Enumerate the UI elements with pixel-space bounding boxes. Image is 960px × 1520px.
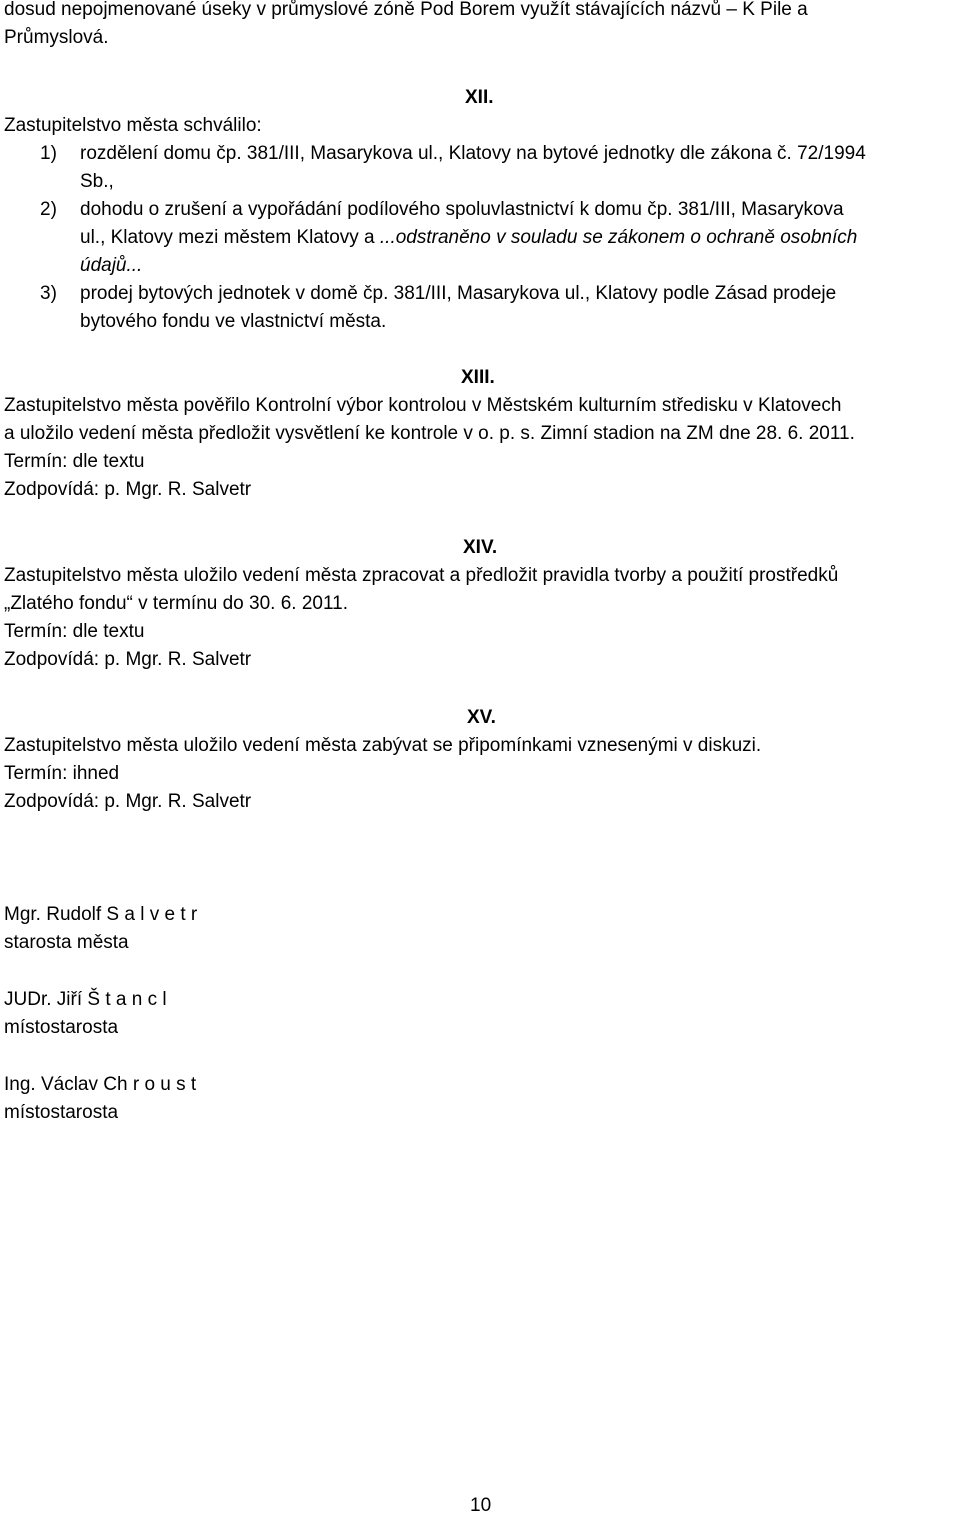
signatory-role: starosta města <box>4 932 129 953</box>
intro-line-2: Průmyslová. <box>4 27 109 48</box>
responsible-person: Zodpovídá: p. Mgr. R. Salvetr <box>4 791 252 812</box>
section-xii-lead: Zastupitelstvo města schválilo: <box>4 115 262 136</box>
redaction-note-end: údajů... <box>80 255 143 276</box>
section-xiv-line-2: „Zlatého fondu“ v termínu do 30. 6. 2011. <box>4 593 348 614</box>
section-xiv-line-1: Zastupitelstvo města uložilo vedení města zpracovat a předložit pravidla tvorby a použití prostředků <box>4 565 839 586</box>
signatory-name: JUDr. Jiří Š t a n c l <box>4 989 167 1010</box>
signatory-role: místostarosta <box>4 1102 119 1123</box>
section-heading-xii: XII. <box>465 87 494 108</box>
responsible-person: Zodpovídá: p. Mgr. R. Salvetr <box>4 479 252 500</box>
section-heading-xv: XV. <box>467 707 496 728</box>
list-item-1-line-2: Sb., <box>80 171 114 192</box>
section-heading-xiii: XIII. <box>461 367 495 388</box>
section-xv-line-1: Zastupitelstvo města uložilo vedení města zabývat se připomínkami vznesenými v diskuzi. <box>4 735 762 756</box>
list-number: 1) <box>40 143 57 164</box>
redaction-note: ...odstraněno v souladu se zákonem o ochraně osobních <box>379 227 858 248</box>
responsible-person: Zodpovídá: p. Mgr. R. Salvetr <box>4 649 252 670</box>
page-number: 10 <box>470 1495 492 1516</box>
list-item-3-line-2: bytového fondu ve vlastnictví města. <box>80 311 387 332</box>
list-item-2-line-1: dohodu o zrušení a vypořádání podílového spoluvlastnictví k domu čp. 381/III, Masarykova <box>80 199 844 220</box>
list-number: 3) <box>40 283 57 304</box>
signatory-name: Ing. Václav Ch r o u s t <box>4 1074 197 1095</box>
list-number: 2) <box>40 199 57 220</box>
list-item-2-text: ul., Klatovy mezi městem Klatovy a <box>80 227 380 248</box>
list-item-3-line-1: prodej bytových jednotek v domě čp. 381/III, Masarykova ul., Klatovy podle Zásad prodeje <box>80 283 837 304</box>
signatory-role: místostarosta <box>4 1017 119 1038</box>
signatory-name: Mgr. Rudolf S a l v e t r <box>4 904 198 925</box>
section-xiii-line-1: Zastupitelstvo města pověřilo Kontrolní výbor kontrolou v Městském kulturním středisku v Klatovech <box>4 395 842 416</box>
deadline: Termín: dle textu <box>4 451 145 472</box>
intro-line-1: dosud nepojmenované úseky v průmyslové zóně Pod Borem využít stávajících názvů – K Pile a <box>4 0 808 20</box>
section-heading-xiv: XIV. <box>463 537 498 558</box>
list-item-1-line-1: rozdělení domu čp. 381/III, Masarykova ul., Klatovy na bytové jednotky dle zákona č. 72/1994 <box>80 143 866 164</box>
section-xiii-line-2: a uložilo vedení města předložit vysvětlení ke kontrole v o. p. s. Zimní stadion na ZM dne 28. 6. 2011. <box>4 423 855 444</box>
deadline: Termín: ihned <box>4 763 120 784</box>
deadline: Termín: dle textu <box>4 621 145 642</box>
list-item-2-line-2 <box>80 224 857 252</box>
